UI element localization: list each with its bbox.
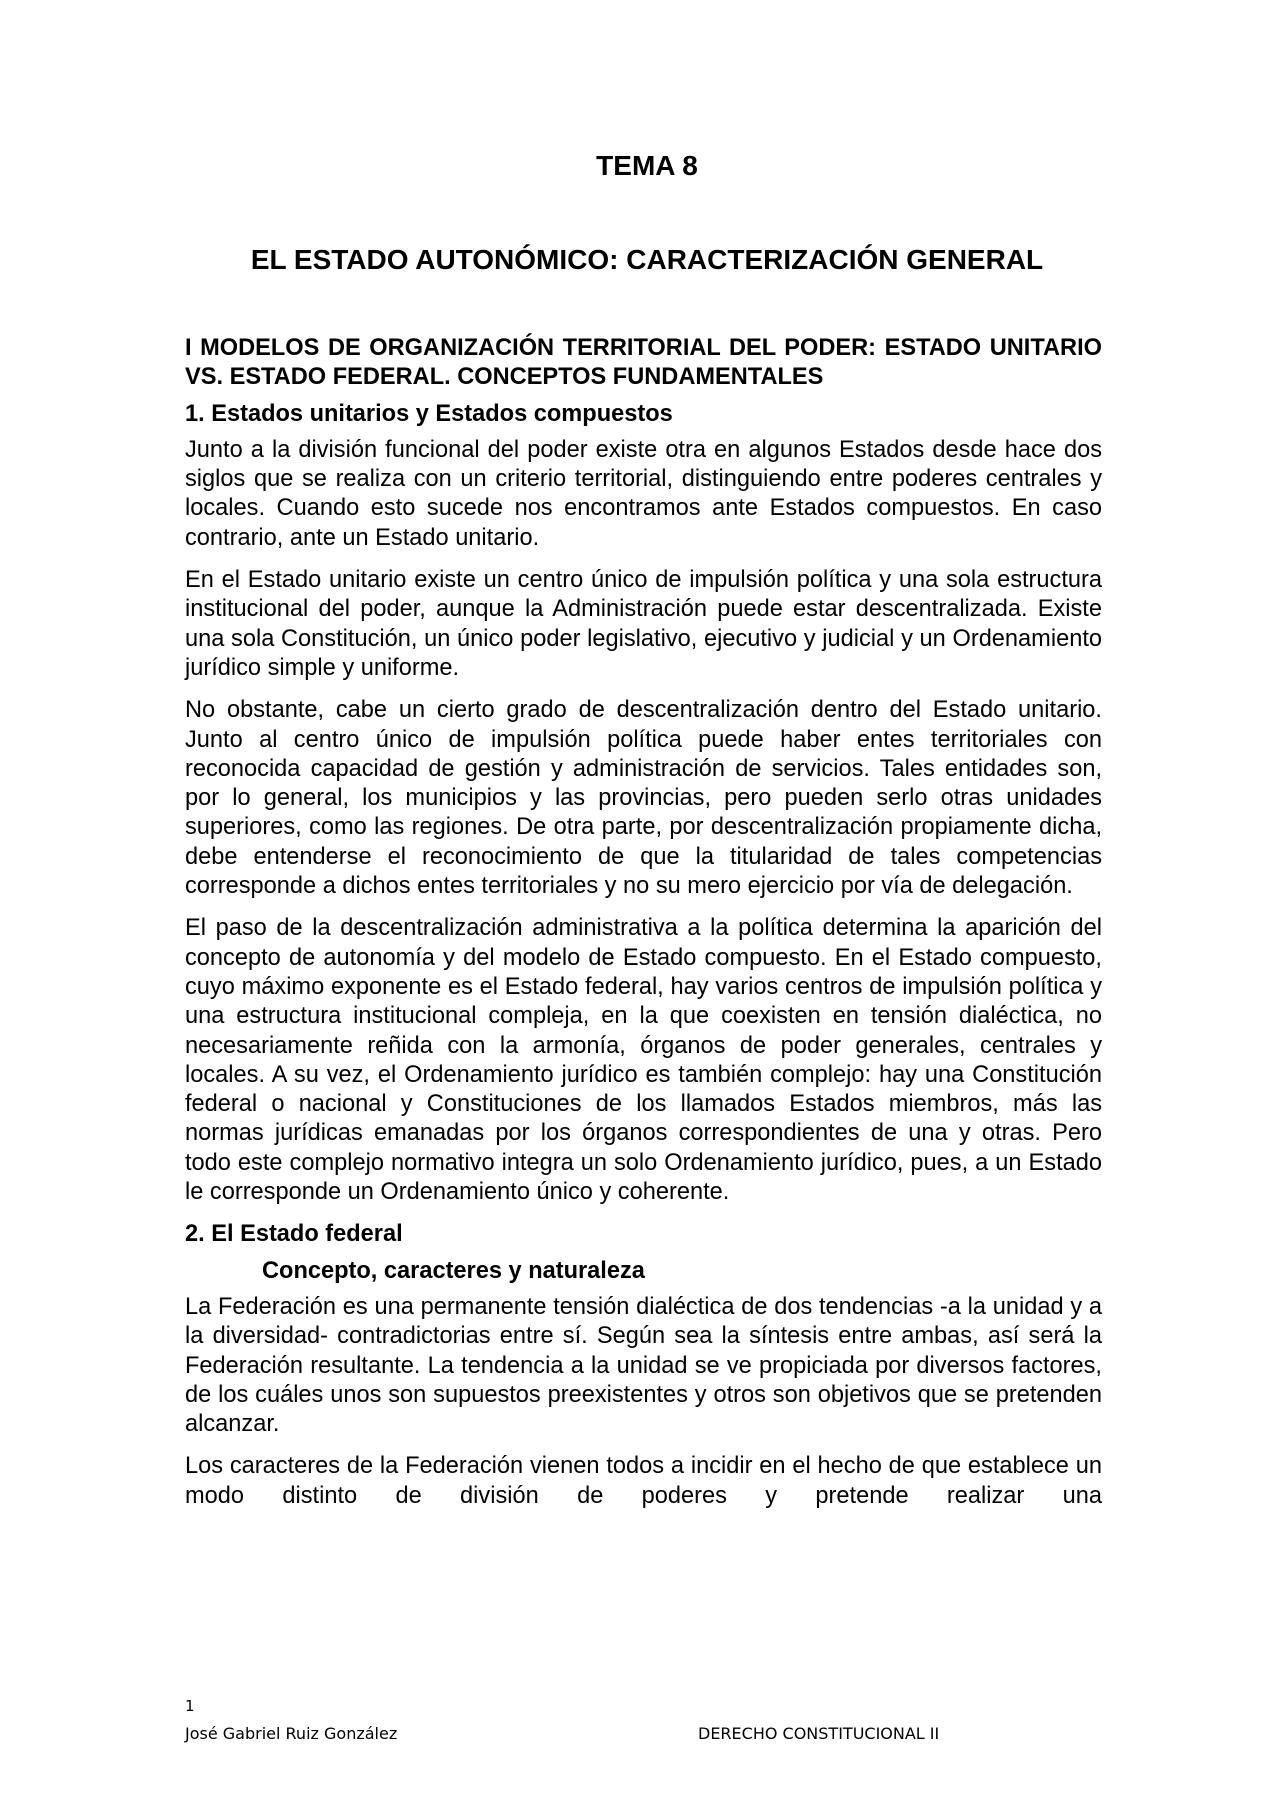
footer-author: José Gabriel Ruiz González bbox=[185, 1724, 398, 1743]
paragraph: Junto a la división funcional del poder existe otra en algunos Estados desde hace dos siglos que se realiza con un criterio territorial, distinguiendo entre poderes centrales y locales. Cuando esto sucede nos encontramos ante Estados compuestos. En caso contrario, ante un Estado unitario. bbox=[185, 436, 1102, 551]
footer-page-number: 1 bbox=[185, 1697, 195, 1715]
document-topic-number: TEMA 8 bbox=[596, 150, 698, 181]
footer-course-name: DERECHO CONSTITUCIONAL II bbox=[698, 1724, 940, 1743]
paragraph: En el Estado unitario existe un centro único de impulsión política y una sola estructura institucional del poder, aunque la Administración puede estar descentralizada. Existe una sola Constitución, un único poder legislativo, ejecutivo y judicial y un Ordenamiento jurídico simple y uniforme. bbox=[185, 567, 1102, 681]
paragraph: No obstante, cabe un cierto grado de descentralización dentro del Estado unitario. Junto al centro único de impulsión política puede haber entes territoriales con reconocida capacidad de gestión y administración de servicios. Tales entidades son, por lo general, los municipios y las provincias, pero pueden serlo otras unidades superiores, como las regiones. De otra parte, por descentralización propiamente dicha, debe entenderse el reconocimiento de que la titularidad de tales competencias corresponde a dichos entes territoriales y no su mero ejercicio por vía de delegación. bbox=[185, 697, 1102, 900]
paragraph: Los caracteres de la Federación vienen todos a incidir en el hecho de que establece un modo distinto de división de poderes y pretende realizar una bbox=[185, 1453, 1102, 1509]
document-title: EL ESTADO AUTONÓMICO: CARACTERIZACIÓN GENERAL bbox=[250, 244, 1044, 275]
document-body bbox=[185, 334, 1102, 1524]
paragraph: El paso de la descentralización administrativa a la política determina la aparición del concepto de autonomía y del modelo de Estado compuesto. En el Estado compuesto, cuyo máximo exponente es el Estado federal, hay varios centros de impulsión política y una estructura institucional compleja, en la que coexisten en tensión dialéctica, no necesariamente reñida con la armonía, órganos de poder generales, centrales y locales. A su vez, el Ordenamiento jurídico es también complejo: hay una Constitución federal o nacional y Constituciones de los llamados Estados miembros, más las normas jurídicas emanadas por los órganos correspondientes de una y otras. Pero todo este complejo normativo integra un solo Ordenamiento jurídico, pues, a un Estado le corresponde un Ordenamiento único y coherente. bbox=[185, 915, 1102, 1206]
paragraph: La Federación es una permanente tensión dialéctica de dos tendencias -a la unidad y a la diversidad- contradictorias entre sí. Según sea la síntesis entre ambas, así será la Federación resultante. La tendencia a la unidad se ve propiciada por diversos factores, de los cuáles unos son supuestos preexistentes y otros son objetivos que se pretenden alcanzar. bbox=[185, 1293, 1102, 1438]
section-heading: I MODELOS DE ORGANIZACIÓN TERRITORIAL DEL PODER: ESTADO UNITARIO VS. ESTADO FEDERAL. CONCEPTOS FUNDAMENTALES bbox=[185, 335, 1102, 391]
subsection-heading: 2. El Estado federal bbox=[185, 1221, 403, 1248]
subsection-heading: 1. Estados unitarios y Estados compuestos bbox=[185, 400, 673, 427]
subsection-subheading: Concepto, caracteres y naturaleza bbox=[262, 1257, 645, 1284]
